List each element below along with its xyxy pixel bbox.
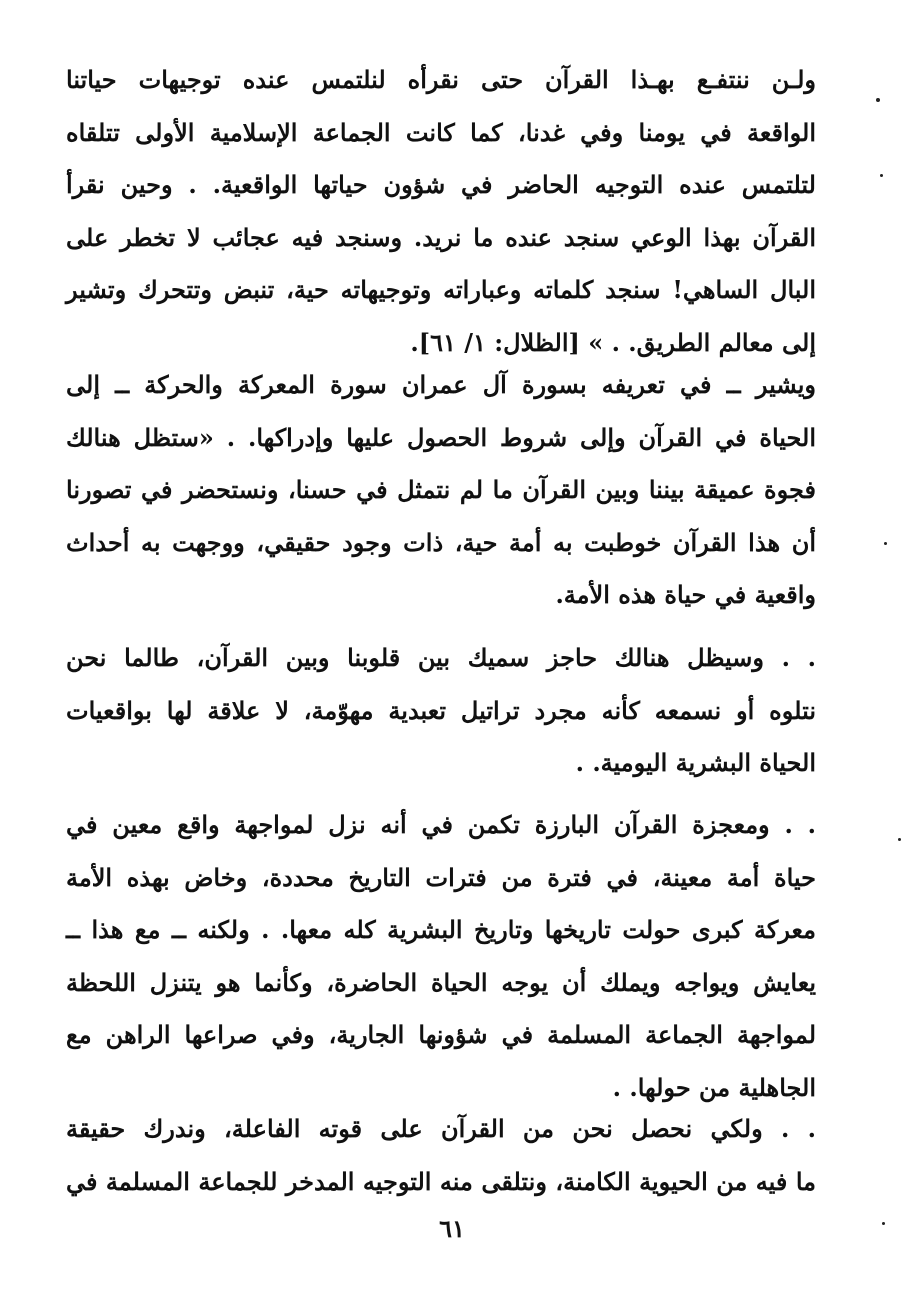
scan-speck — [884, 542, 887, 545]
text-line: القرآن بهذا الوعي سنجد عنده ما نريد. وسنجد فيه عجائب لا تخطر على — [66, 222, 816, 252]
text-line: الواقعة في يومنا وفي غدنا، كما كانت الجماعة الإسلامية الأولى تتلقاه — [66, 117, 816, 147]
scan-speck — [876, 98, 880, 102]
text-line: . . ومعجزة القرآن البارزة تكمن في أنه نزل لمواجهة واقع معين في — [66, 810, 816, 839]
text-line: واقعية في حياة هذه الأمة. — [555, 580, 816, 609]
page-number: ٦١ — [439, 1214, 465, 1243]
text-line: البال الساهي! سنجد كلماته وعباراته وتوجيهاته حية، تنبض وتتحرك وتشير — [66, 275, 816, 304]
paragraph — [66, 632, 816, 790]
text-line: فجوة عميقة بيننا وبين القرآن ما لم نتمثل في حسنا، ونستحضر في تصورنا — [66, 475, 816, 504]
text-line: الجاهلية من حولها. . — [612, 1072, 816, 1102]
text-line: ويشير ــ في تعريفه بسورة آل عمران سورة المعركة والحركة ــ إلى — [66, 370, 816, 399]
text-line: معركة كبرى حولت تاريخها وتاريخ البشرية كله معها. . ولكنه ــ مع هذا ــ — [66, 915, 816, 944]
paragraph — [66, 359, 816, 622]
paragraph — [66, 799, 816, 1114]
text-line: ما فيه من الحيوية الكامنة، ونتلقى منه التوجيه المدخر للجماعة المسلمة في — [66, 1166, 817, 1196]
text-line: . . وسيظل هنالك حاجز سميك بين قلوبنا وبين القرآن، طالما نحن — [66, 643, 816, 672]
paragraph — [66, 54, 816, 369]
text-line: يعايش ويواجه ويملك أن يوجه الحياة الحاضرة، وكأنما هو يتنزل اللحظة — [66, 967, 816, 997]
scan-speck — [898, 838, 901, 841]
scan-speck — [880, 174, 883, 177]
text-line: ولـن ننتفـع بهـذا القرآن حتى نقرأه لنلتمس عنده توجيهات حياتنا — [66, 65, 816, 94]
paragraph — [66, 1103, 816, 1208]
text-line: لمواجهة الجماعة المسلمة في شؤونها الجارية، وفي صراعها الراهن مع — [66, 1020, 816, 1049]
text-line: أن هذا القرآن خوطبت به أمة حية، ذات وجود حقيقي، ووجهت به أحداث — [66, 527, 816, 557]
scan-speck — [882, 1222, 885, 1225]
text-line: إلى معالم الطريق. . » [الظلال: ١/ ٦١]. — [410, 327, 816, 357]
text-line: الحياة البشرية اليومية. . — [575, 748, 816, 777]
text-line: لتلتمس عنده التوجيه الحاضر في شؤون حياتها الواقعية. . وحين نقرأ — [66, 170, 816, 199]
text-line: . . ولكي نحصل نحن من القرآن على قوته الفاعلة، وندرك حقيقة — [66, 1114, 816, 1143]
text-line: حياة أمة معينة، في فترة من فترات التاريخ محددة، وخاض بهذه الأمة — [66, 862, 816, 892]
text-line: نتلوه أو نسمعه كأنه مجرد تراتيل تعبدية مهوّمة، لا علاقة لها بواقعيات — [66, 695, 816, 725]
text-line: الحياة في القرآن وإلى شروط الحصول عليها وإدراكها. . «ستظل هنالك — [66, 422, 816, 452]
